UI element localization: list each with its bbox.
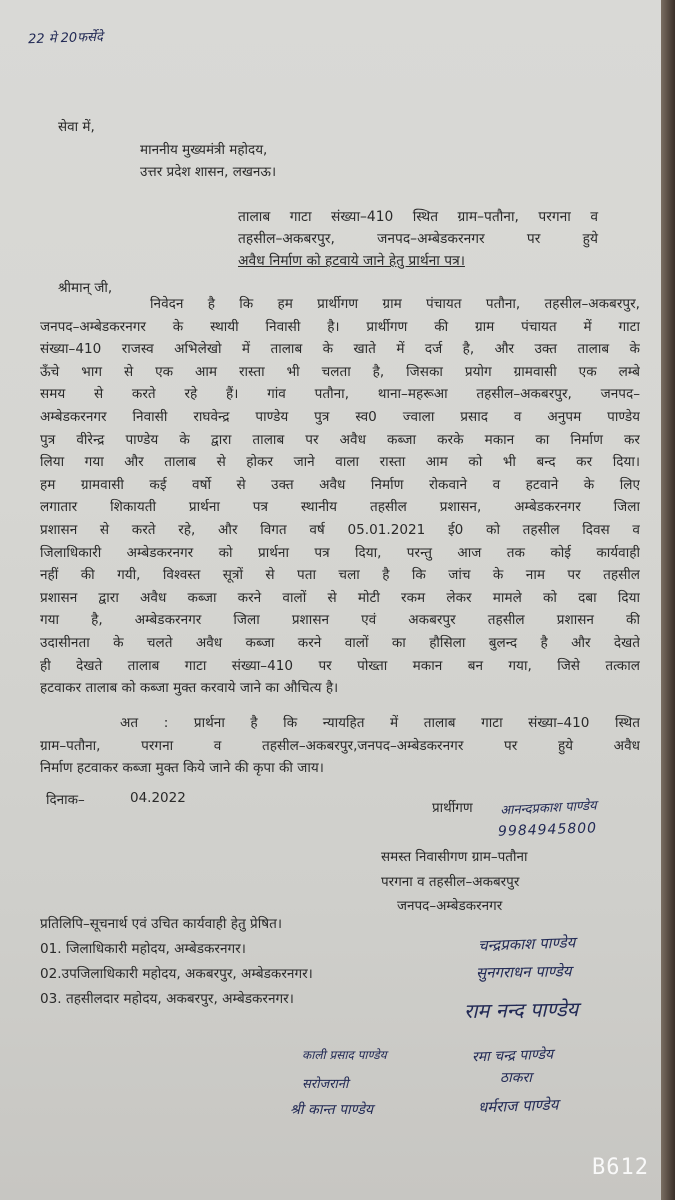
subject-line: तहसील–अकबरपुर, जनपद–अम्बेडकरनगर पर हुये (238, 231, 598, 247)
prayer-line: ग्राम–पतौना, परगना व तहसील–अकबरपुर,जनपद–अम्बेडकरनगर पर हुये अवैध (40, 737, 640, 754)
addressee-line-2: उत्तर प्रदेश शासन, लखनऊ। (140, 164, 277, 180)
copy-to-list (40, 912, 313, 1012)
signature-left-2: सरोजरानी (302, 1077, 349, 1092)
subject-block (238, 206, 598, 272)
salutation-to: सेवा में, (58, 119, 95, 135)
signature-right-3: राम नन्द पाण्डेय (463, 997, 579, 1023)
body-line: लिया गया और तालाब से होकर जाने वाला रास्ता आम को भी बन्द कर दिया। (40, 454, 640, 471)
body-line: जनपद–अम्बेडकरनगर के स्थायी निवासी है। प्रार्थीगण की ग्राम पंचायत में गाटा (40, 318, 640, 335)
signature-right-6: धर्मराज पाण्डेय (477, 1095, 559, 1117)
body-line: प्रशासन से करते रहे, और विगत वर्ष 05.01.2021 ई0 को तहसील दिवस व (40, 521, 640, 538)
signature-right-5: ठाकरा (500, 1070, 532, 1086)
signature-right-2: सुनगराधन पाण्डेय (475, 962, 572, 982)
date-label: दिनाक– (46, 792, 85, 808)
greeting: श्रीमान् जी, (58, 280, 113, 296)
camera-watermark: B612 (592, 1155, 649, 1180)
body-line: अम्बेडकरनगर निवासी राघवेन्द्र पाण्डेय पुत्र स्व0 ज्वाला प्रसाद व अनुपम पाण्डेय (40, 408, 640, 425)
body-line: लगातार शिकायती प्रार्थना पत्र स्थानीय तहसील प्रशासन, अम्बेडकरनगर जिला (40, 499, 640, 516)
signature-right-1: चन्द्रप्रकाश पाण्डेय (477, 933, 576, 955)
body-line: जिलाधिकारी अम्बेडकरनगर को प्रार्थना पत्र दिया, परन्तु आज तक कोई कार्यवाही (40, 544, 640, 561)
residents-line-1: समस्त निवासीगण ग्राम–पतौना (381, 849, 528, 865)
cc-item: 01. जिलाधिकारी महोदय, अम्बेडकरनगर। (40, 941, 246, 957)
residents-line-2: परगना व तहसील–अकबरपुर (381, 874, 520, 890)
body-line: पुत्र वीरेन्द्र पाण्डेय के द्वारा तालाब पर अवैध कब्जा करके मकान का निर्माण कर (40, 431, 640, 448)
table-edge (661, 0, 675, 1200)
subject-line: तालाब गाटा संख्या–410 स्थित ग्राम–पतौना, परगना व (238, 209, 598, 225)
applicant-signature: आनन्दप्रकाश पाण्डेय (499, 798, 597, 819)
prayer-line: अत : प्रार्थना है कि न्यायहित में तालाब गाटा संख्या–410 स्थित (120, 715, 640, 731)
cc-item: 03. तहसीलदार महोदय, अकबरपुर, अम्बेडकरनगर। (40, 991, 294, 1007)
prayer-paragraph (40, 712, 640, 780)
subject-line: अवैध निर्माण को हटवाये जाने हेतु प्रार्थना पत्र। (238, 253, 465, 269)
body-line: हम ग्रामवासी कई वर्षो से उक्त अवैध निर्माण रोकवाने व हटवाने के लिए (40, 476, 640, 493)
applicant-label: प्रार्थीगण (432, 800, 473, 816)
body-line: प्रशासन द्वारा अवैध कब्जा करने वालों से मोटी रकम लेकर मामले को दबा दिया (40, 589, 640, 606)
body-line: समय से करते रहे हैं। गांव पतौना, थाना–महरूआ तहसील–अकबरपुर, जनपद– (40, 386, 640, 403)
body-line: गया है, अम्बेडकरनगर जिला प्रशासन एवं अकबरपुर तहसील प्रशासन की (40, 612, 640, 629)
signature-left-1: काली प्रसाद पाण्डेय (302, 1048, 387, 1062)
body-line: उदासीनता के चलते अवैध कब्जा करने वालों का हौसिला बुलन्द है और देखते (40, 634, 640, 651)
body-line: ही देखते तालाब गाटा संख्या–410 पर पोख्ता मकान बन गया, जिसे तत्काल (40, 657, 640, 674)
cc-item: 02.उपजिलाधिकारी महोदय, अकबरपुर, अम्बेडकरनगर। (40, 966, 313, 982)
body-line: हटवाकर तालाब को कब्जा मुक्त करवाये जाने का औचित्य है। (40, 680, 339, 697)
applicant-phone: 9984945800 (497, 820, 598, 840)
signature-right-4: रमा चन्द्र पाण्डेय (471, 1046, 554, 1066)
cc-heading: प्रतिलिपि–सूचनार्थ एवं उचित कार्यवाही हेतु प्रेषित। (40, 916, 283, 932)
handwritten-date-note: 22 मे 20फर्सेदे (27, 29, 104, 48)
date-value: 04.2022 (130, 790, 186, 806)
body-line: निवेदन है कि हम प्रार्थीगण ग्राम पंचायत पतौना, तहसील–अकबरपुर, (150, 296, 640, 312)
body-line: नहीं की गयी, विश्वस्त सूत्रों से पता चला है कि जांच के नाम पर तहसील (40, 567, 640, 584)
body-paragraph (40, 293, 640, 700)
body-line: ऊँचे भाग से एक आम रास्ता भी चलता है, जिसका प्रयोग ग्रामवासी एक लम्बे (40, 363, 640, 380)
addressee-line-1: माननीय मुख्यमंत्री महोदय, (140, 142, 268, 158)
residents-line-3: जनपद–अम्बेडकरनगर (397, 898, 503, 914)
body-line: संख्या–410 राजस्व अभिलेखो में तालाब के खाते में दर्ज है, और उक्त तालाब के (40, 341, 640, 358)
signature-left-3: श्री कान्त पाण्डेय (290, 1102, 373, 1118)
prayer-line: निर्माण हटवाकर कब्जा मुक्त किये जाने की कृपा की जाय। (40, 760, 324, 777)
